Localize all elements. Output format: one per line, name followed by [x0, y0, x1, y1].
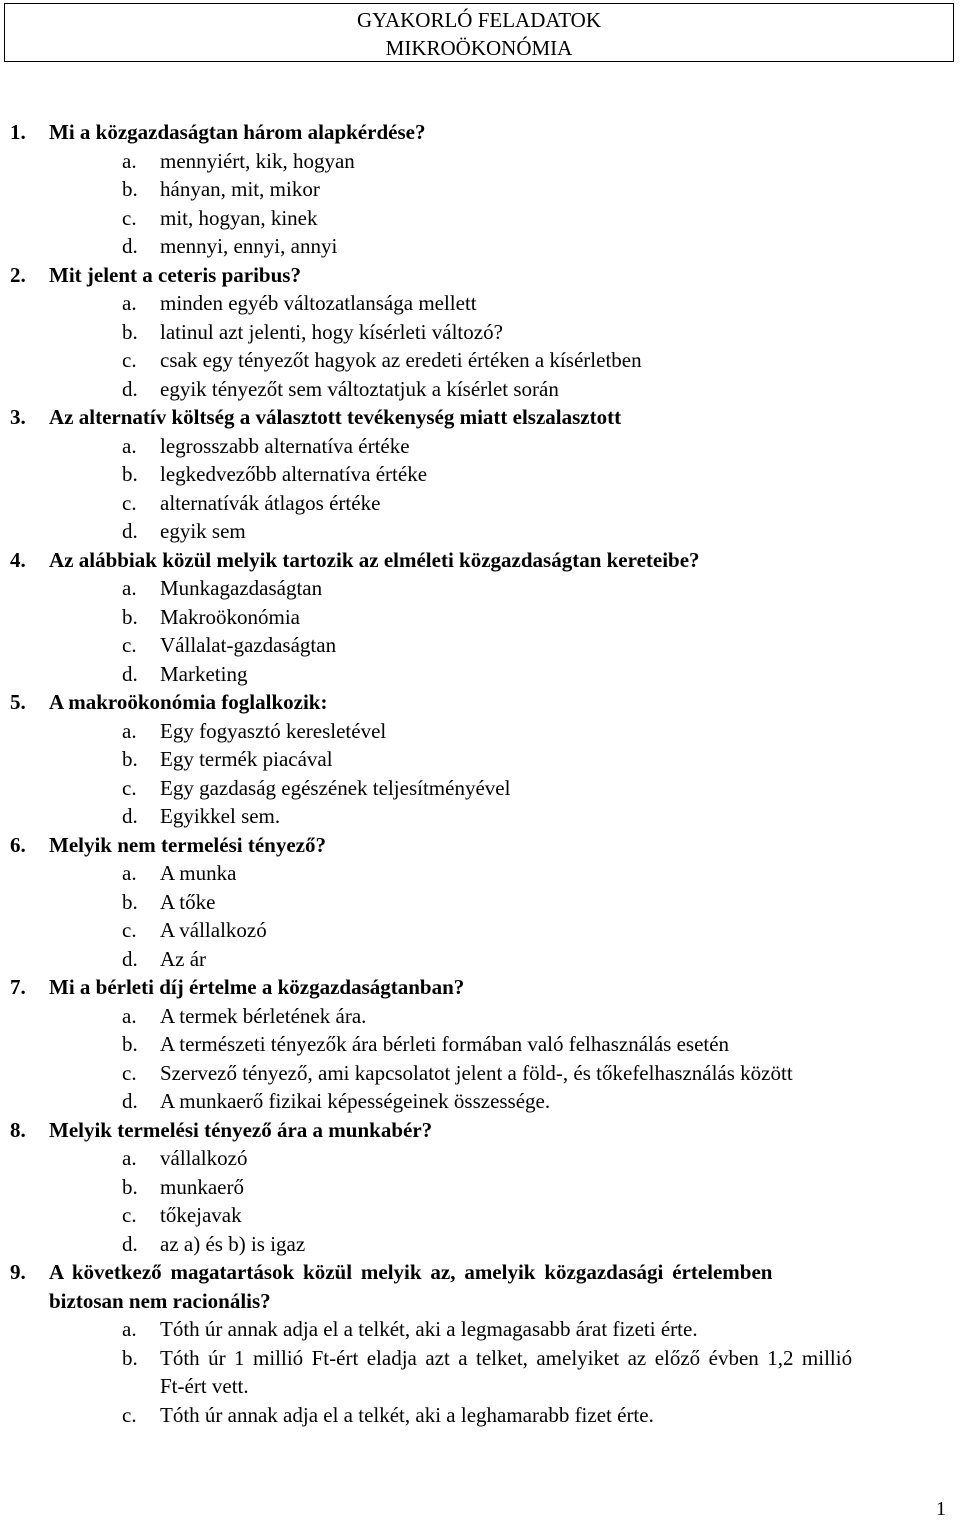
option-text: A vállalkozó — [160, 918, 267, 942]
question-number: 6. — [10, 833, 26, 857]
option-text: Marketing — [160, 662, 248, 686]
option-text: A természeti tényezők ára bérleti formában való felhasználás esetén — [160, 1032, 730, 1056]
option-letter: a. — [122, 1146, 137, 1170]
question-text: Mi a közgazdaságtan három alapkérdése? — [49, 120, 426, 144]
title-box — [4, 3, 954, 62]
option-text: alternatívák átlagos értéke — [160, 491, 381, 515]
question-number: 3. — [10, 405, 26, 429]
option-letter: d. — [122, 519, 138, 543]
option-text: Vállalat-gazdaságtan — [160, 633, 337, 657]
option-letter: a. — [122, 576, 137, 600]
question-text: A következő magatartások közül melyik az, amelyik közgazdasági értelemben — [49, 1260, 773, 1284]
option-letter: b. — [122, 320, 138, 344]
option-text: minden egyéb változatlansága mellett — [160, 291, 477, 315]
question-text: Az alternatív költség a választott tevékenység miatt elszalasztott — [49, 405, 622, 429]
option-letter: a. — [122, 291, 137, 315]
option-text: A munkaerő fizikai képességeinek összessége. — [160, 1089, 551, 1113]
option-letter: b. — [122, 1032, 138, 1056]
option-letter: b. — [122, 1175, 138, 1199]
option-letter: c. — [122, 776, 137, 800]
question-text: A makroökonómia foglalkozik: — [49, 690, 328, 714]
option-letter: a. — [122, 1317, 137, 1341]
option-text: egyik tényezőt sem változtatjuk a kísérlet során — [160, 377, 559, 401]
question-number: 9. — [10, 1260, 26, 1284]
question-number: 8. — [10, 1118, 26, 1142]
option-letter: b. — [122, 747, 138, 771]
option-text: mit, hogyan, kinek — [160, 206, 318, 230]
question-number: 4. — [10, 548, 26, 572]
option-text: Munkagazdaságtan — [160, 576, 323, 600]
option-letter: c. — [122, 348, 137, 372]
question-text: biztosan nem racionális? — [49, 1289, 271, 1313]
option-letter: a. — [122, 861, 137, 885]
option-letter: c. — [122, 1203, 137, 1227]
option-letter: b. — [122, 177, 138, 201]
question-text: Az alábbiak közül melyik tartozik az elméleti közgazdaságtan kereteibe? — [49, 548, 700, 572]
option-text: Az ár — [160, 947, 207, 971]
option-letter: c. — [122, 491, 137, 515]
option-text: A tőke — [160, 890, 216, 914]
option-text: Egyikkel sem. — [160, 804, 281, 828]
question-number: 2. — [10, 263, 26, 287]
option-text: A termek bérletének ára. — [160, 1004, 367, 1028]
question-number: 7. — [10, 975, 26, 999]
option-letter: d. — [122, 377, 138, 401]
option-letter: d. — [122, 1089, 138, 1113]
option-text: Ft-ért vett. — [160, 1374, 249, 1398]
question-text: Melyik nem termelési tényező? — [49, 833, 326, 857]
document-subtitle: MIKROÖKONÓMIA — [385, 36, 573, 60]
option-letter: a. — [122, 1004, 137, 1028]
option-letter: c. — [122, 1403, 137, 1427]
question-text: Mit jelent a ceteris paribus? — [49, 263, 301, 287]
option-letter: b. — [122, 605, 138, 629]
option-letter: a. — [122, 719, 137, 743]
option-text: az a) és b) is igaz — [160, 1232, 306, 1256]
option-letter: c. — [122, 918, 137, 942]
option-letter: d. — [122, 1232, 138, 1256]
option-text: Egy fogyasztó keresletével — [160, 719, 387, 743]
option-letter: b. — [122, 1346, 138, 1370]
option-text: mennyiért, kik, hogyan — [160, 149, 355, 173]
option-text: latinul azt jelenti, hogy kísérleti változó? — [160, 320, 503, 344]
option-letter: a. — [122, 434, 137, 458]
option-text: egyik sem — [160, 519, 246, 543]
option-text: Egy gazdaság egészének teljesítményével — [160, 776, 511, 800]
option-text: Tóth úr annak adja el a telkét, aki a leghamarabb fizet érte. — [160, 1403, 654, 1427]
option-letter: c. — [122, 1061, 137, 1085]
option-letter: b. — [122, 890, 138, 914]
option-letter: c. — [122, 633, 137, 657]
option-letter: d. — [122, 804, 138, 828]
question-number: 1. — [10, 120, 26, 144]
option-letter: a. — [122, 149, 137, 173]
option-text: hányan, mit, mikor — [160, 177, 320, 201]
option-text: mennyi, ennyi, annyi — [160, 234, 338, 258]
option-text: legrosszabb alternatíva értéke — [160, 434, 410, 458]
option-text: Tóth úr annak adja el a telkét, aki a legmagasabb árat fizeti érte. — [160, 1317, 698, 1341]
option-letter: b. — [122, 462, 138, 486]
option-letter: d. — [122, 234, 138, 258]
question-text: Melyik termelési tényező ára a munkabér? — [49, 1118, 433, 1142]
option-text: legkedvezőbb alternatíva értéke — [160, 462, 428, 486]
option-text: Szervező tényező, ami kapcsolatot jelent a föld-, és tőkefelhasználás között — [160, 1061, 793, 1085]
option-letter: c. — [122, 206, 137, 230]
option-text: tőkejavak — [160, 1203, 242, 1227]
question-text: Mi a bérleti díj értelme a közgazdaságtanban? — [49, 975, 465, 999]
option-text: Tóth úr 1 millió Ft-ért eladja azt a telket, amelyiket az előző évben 1,2 millió — [160, 1346, 853, 1370]
question-number: 5. — [10, 690, 26, 714]
option-text: munkaerő — [160, 1175, 244, 1199]
option-text: A munka — [160, 861, 237, 885]
document-title: GYAKORLÓ FELADATOK — [356, 8, 602, 32]
option-text: Egy termék piacával — [160, 747, 333, 771]
option-text: csak egy tényezőt hagyok az eredeti értéken a kísérletben — [160, 348, 642, 372]
option-letter: d. — [122, 947, 138, 971]
option-letter: d. — [122, 662, 138, 686]
option-text: vállalkozó — [160, 1146, 248, 1170]
page-number: 1 — [936, 1498, 946, 1520]
option-text: Makroökonómia — [160, 605, 300, 629]
